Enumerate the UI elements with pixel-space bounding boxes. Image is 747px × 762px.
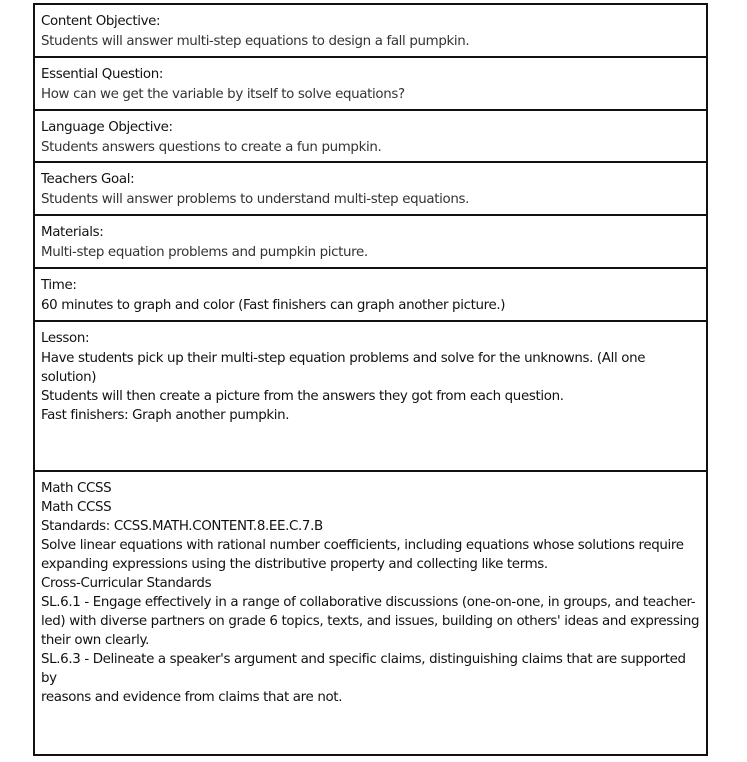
lesson-plan-table [33, 3, 708, 756]
row-label: Teachers Goal: [41, 172, 135, 187]
standard-sl61: SL.6.1 - Engage effectively in a range of collaborative discussions (one-on-one, in groups, and teacher- [41, 595, 696, 610]
row-text: 60 minutes to graph and color (Fast finishers can graph another picture.) [41, 298, 506, 313]
row-text: How can we get the variable by itself to solve equations? [41, 87, 405, 102]
time-cell [35, 269, 706, 322]
language-objective-cell [35, 111, 706, 163]
row-label: Language Objective: [41, 120, 173, 135]
lesson-label: Lesson: [41, 331, 90, 346]
standard-sl63: reasons and evidence from claims that are not. [41, 690, 343, 705]
standard-sl63: SL.6.3 - Delineate a speaker's argument and specific claims, distinguishing claims that are supported by [41, 652, 686, 686]
row-label: Time: [41, 278, 77, 293]
row-label: Materials: [41, 225, 104, 240]
standard-description: expanding expressions using the distributive property and collecting like terms. [41, 557, 548, 572]
lesson-line: Students will then create a picture from the answers they got from each question. [41, 389, 564, 404]
row-label: Content Objective: [41, 14, 161, 29]
standard-sl61: their own clearly. [41, 633, 150, 648]
fast-finishers-text: Fast finishers: Graph another pumpkin. [41, 408, 290, 423]
math-ccss-label: Math CCSS [41, 481, 112, 496]
math-ccss-label: Math CCSS [41, 500, 112, 515]
row-text: Students will answer multi-step equations to design a fall pumpkin. [41, 34, 470, 49]
standard-description: Solve linear equations with rational number coefficients, including equations whose solutions require [41, 538, 684, 553]
lesson-cell [35, 322, 706, 472]
teachers-goal-cell [35, 163, 706, 216]
standards-cell [35, 472, 706, 754]
lesson-line: Have students pick up their multi-step equation problems and solve for the unknowns. (All one solution) [41, 351, 646, 385]
row-text: Students will answer problems to understand multi-step equations. [41, 192, 470, 207]
row-label: Essential Question: [41, 67, 164, 82]
cross-curricular-title: Cross-Curricular Standards [41, 576, 212, 591]
row-text: Multi-step equation problems and pumpkin picture. [41, 245, 368, 260]
standard-sl61: led) with diverse partners on grade 6 topics, texts, and issues, building on others' ideas and expressing [41, 614, 700, 629]
essential-question-cell [35, 58, 706, 111]
row-text: Students answers questions to create a fun pumpkin. [41, 140, 382, 155]
materials-cell [35, 216, 706, 269]
standard-code: Standards: CCSS.MATH.CONTENT.8.EE.C.7.B [41, 519, 323, 534]
content-objective-cell [35, 5, 706, 58]
